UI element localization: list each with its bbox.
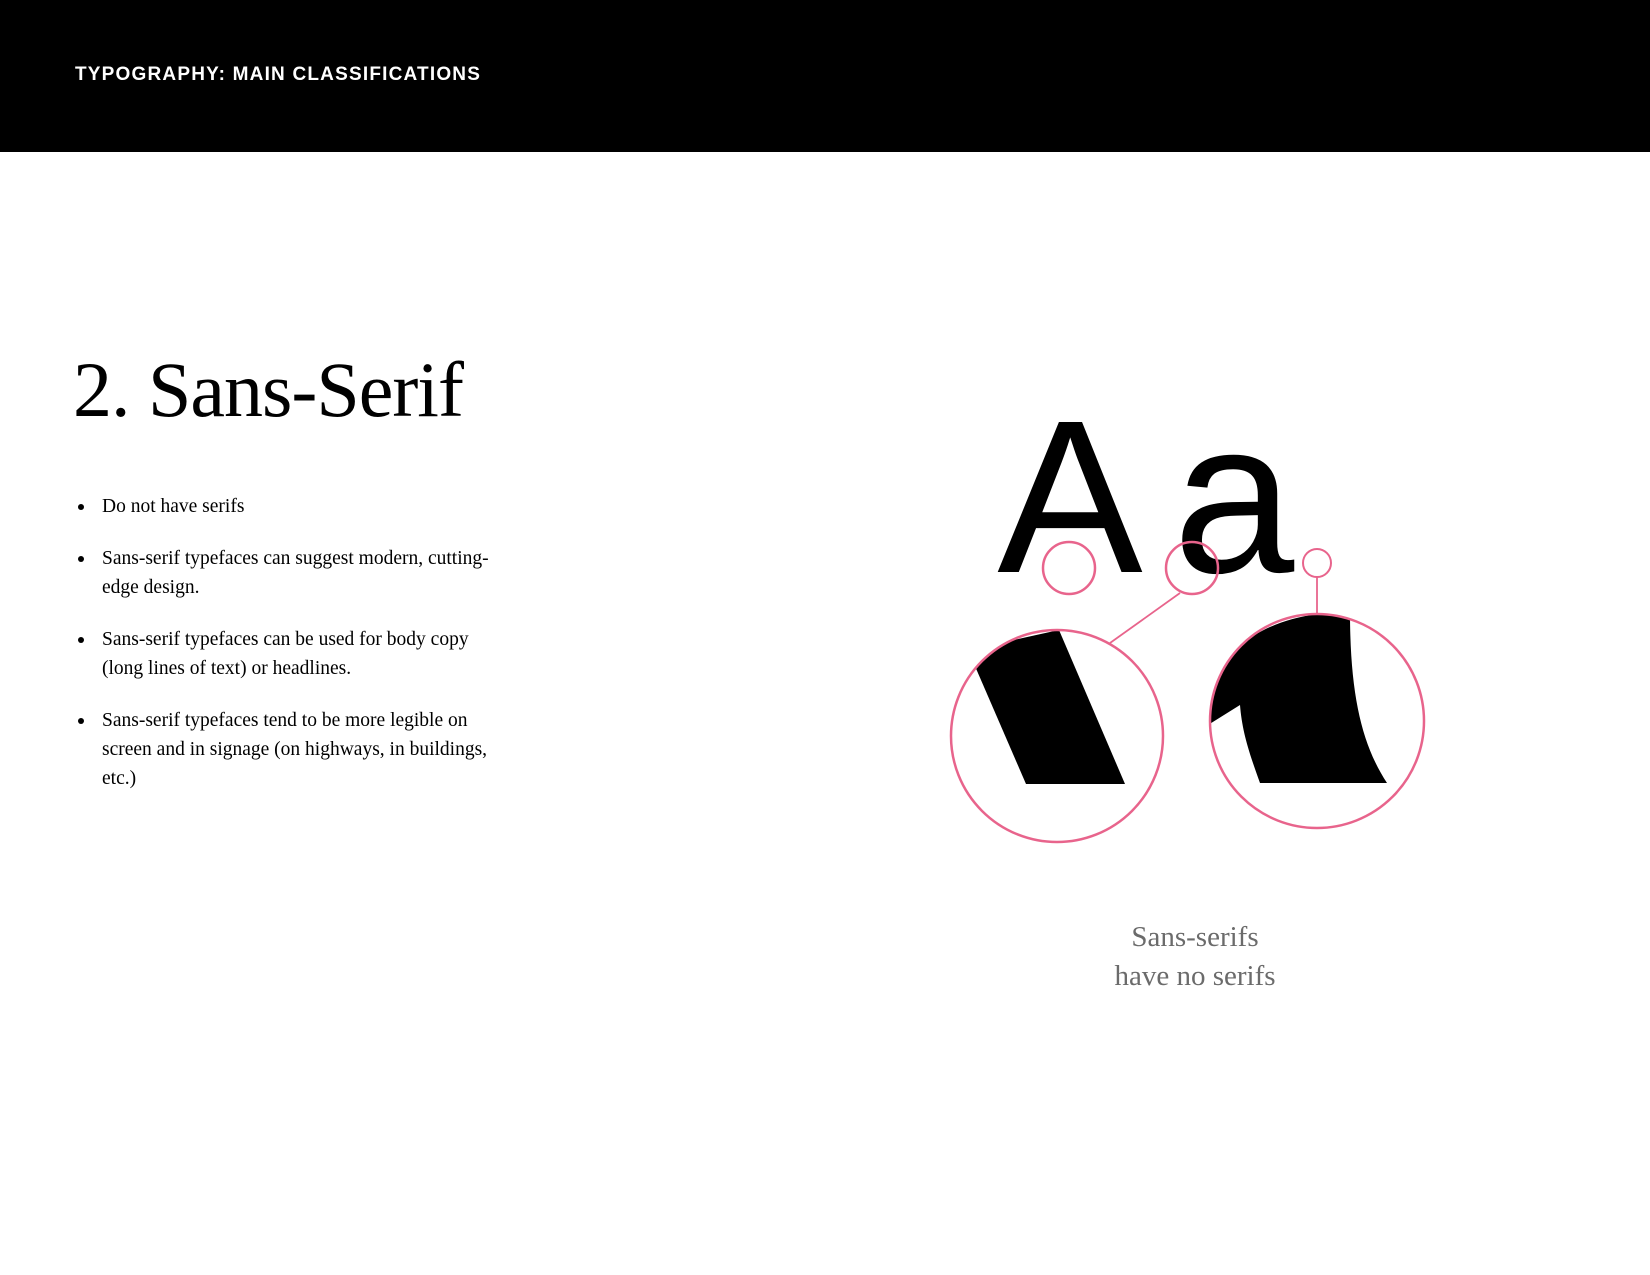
bullet-dot-icon [78, 718, 84, 724]
bullet-text: Sans-serif typefaces can be used for body copy (long lines of text) or headlines. [102, 629, 469, 679]
caption-line-2: have no serifs [1114, 960, 1276, 992]
bullet-text: Sans-serif typefaces tend to be more legible on screen and in signage (on highways, in buildings, etc.) [102, 710, 488, 789]
callout-ring-small-right [1303, 549, 1331, 577]
specimen-diagram [930, 390, 1430, 860]
magnified-stroke-right [1200, 612, 1387, 783]
illustration-caption [1045, 918, 1345, 996]
specimen-letter-A: A [997, 390, 1143, 619]
slide-heading: 2. Sans-Serif [73, 346, 463, 433]
bullet-dot-icon [78, 637, 84, 643]
bullet-item [74, 492, 514, 521]
bullet-dot-icon [78, 504, 84, 510]
bullet-item [74, 706, 514, 793]
bullet-text: Do not have serifs [102, 496, 245, 517]
bullet-item [74, 625, 514, 683]
bullet-item [74, 544, 514, 602]
bullet-text: Sans-serif typefaces can suggest modern, cutting-edge design. [102, 548, 489, 598]
caption-line-1: Sans-serifs [1131, 921, 1259, 953]
specimen-letter-a: a [1173, 390, 1295, 619]
sans-serif-illustration [930, 390, 1430, 860]
header-bar [0, 0, 1650, 152]
header-title: TYPOGRAPHY: MAIN CLASSIFICATIONS [75, 64, 482, 85]
bullet-dot-icon [78, 556, 84, 562]
bullet-list [74, 492, 514, 816]
